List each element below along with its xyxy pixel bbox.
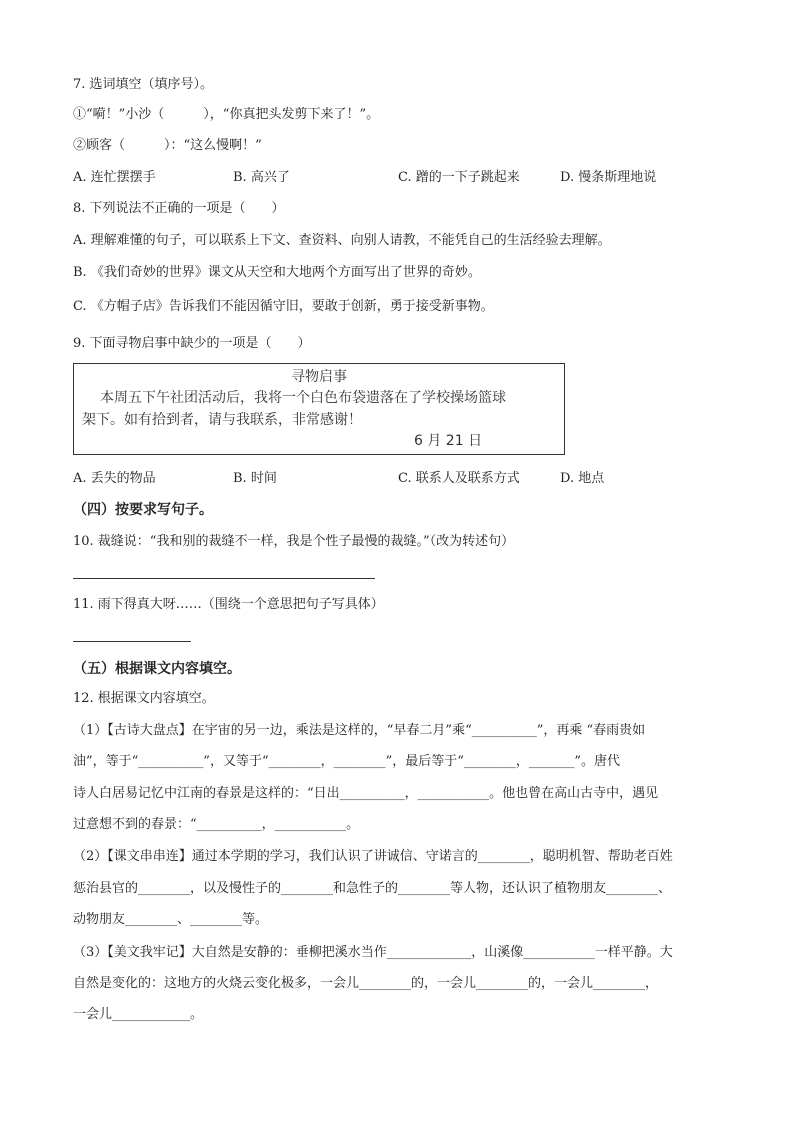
q11-answer-line[interactable] <box>73 641 191 642</box>
q8-option-a: A. 理解难懂的句子，可以联系上下文、查资料、向别人请教，不能凭自己的生活经验去理解。 <box>73 233 611 248</box>
q7-item-1: ①“嗬！”小沙（ ），“你真把头发剪下来了！”。 <box>73 107 380 122</box>
q9-title: 9. 下面寻物启事中缺少的一项是（ ） <box>73 336 311 351</box>
q12-p1-line-2: 油”，等于“__________”，又等于“________，________”，最后等于“________，_______”。唐代 <box>73 754 621 769</box>
q7-option-b: B. 高兴了 <box>233 170 290 185</box>
notice-line-1: 本周五下午社团活动后，我将一个白色布袋遗落在了学校操场篮球 <box>100 390 506 406</box>
q8-option-b: B. 《我们奇妙的世界》课文从天空和大地两个方面写出了世界的奇妙。 <box>73 265 481 280</box>
q12-p1-line-4: 过意想不到的春景：“__________，___________。 <box>73 817 360 832</box>
q9-option-a: A. 丢失的物品 <box>73 471 156 486</box>
q12-p3-line-2: 自然是变化的：这地方的火烧云变化极多，一会儿________的，一会儿________的，一会儿________， <box>73 976 659 991</box>
q12-p3-line-3: 一会儿____________。 <box>73 1007 204 1022</box>
q7-option-d: D. 慢条斯理地说 <box>560 170 657 185</box>
lost-item-notice <box>73 363 565 455</box>
q10-answer-line[interactable] <box>73 578 375 579</box>
q12-p1-line-1: （1）【古诗大盘点】在宇宙的另一边，乘法是这样的，“早春二月”乘“__________”，再乘 “春雨贵如 <box>73 723 646 738</box>
q11-text: 11. 雨下得真大呀……（围绕一个意思把句子写具体） <box>73 597 384 612</box>
q12-p2-line-2: 惩治县官的________，以及慢性子的________和急性子的________等人物，还认识了植物朋友________、 <box>73 881 672 896</box>
q7-title: 7. 选词填空（填序号）。 <box>73 77 214 92</box>
q12-p1-line-3: 诗人白居易记忆中江南的春景是这样的：“日出__________，___________。他也曾在高山古寺中，遇见 <box>73 786 659 801</box>
q8-option-c: C. 《方帽子店》告诉我们不能因循守旧，要敢于创新，勇于接受新事物。 <box>73 299 494 314</box>
q7-option-a: A. 连忙摆摆手 <box>73 170 156 185</box>
q7-item-2: ②顾客（ ）：“这么慢啊！” <box>73 138 262 153</box>
q8-title: 8. 下列说法不正确的一项是（ ） <box>73 201 285 216</box>
q7-option-c: C. 蹭的一下子跳起来 <box>398 170 520 185</box>
notice-line-2: 架下。如有拾到者，请与我联系，非常感谢！ <box>82 412 362 428</box>
notice-date: 6 月 21 日 <box>414 433 483 449</box>
q12-p2-line-3: 动物朋友________、________等。 <box>73 912 269 927</box>
section-5-title: （五）根据课文内容填空。 <box>73 661 241 677</box>
q12-title: 12. 根据课文内容填空。 <box>73 691 215 706</box>
q12-p3-line-1: （3）【美文我牢记】大自然是安静的：垂柳把溪水当作_____________，山溪像___________一样平静。大 <box>73 945 673 960</box>
q9-option-c: C. 联系人及联系方式 <box>398 471 520 486</box>
q12-p2-line-1: （2）【课文串串连】通过本学期的学习，我们认识了讲诚信、守诺言的________，聪明机智、帮助老百姓 <box>73 849 673 864</box>
section-4-title: （四）按要求写句子。 <box>73 502 213 518</box>
notice-heading: 寻物启事 <box>291 369 347 385</box>
q10-text: 10. 裁缝说：“我和别的裁缝不一样，我是个性子最慢的裁缝。”（改为转述句） <box>73 534 515 549</box>
q9-option-b: B. 时间 <box>233 471 277 486</box>
q9-option-d: D. 地点 <box>560 471 605 486</box>
